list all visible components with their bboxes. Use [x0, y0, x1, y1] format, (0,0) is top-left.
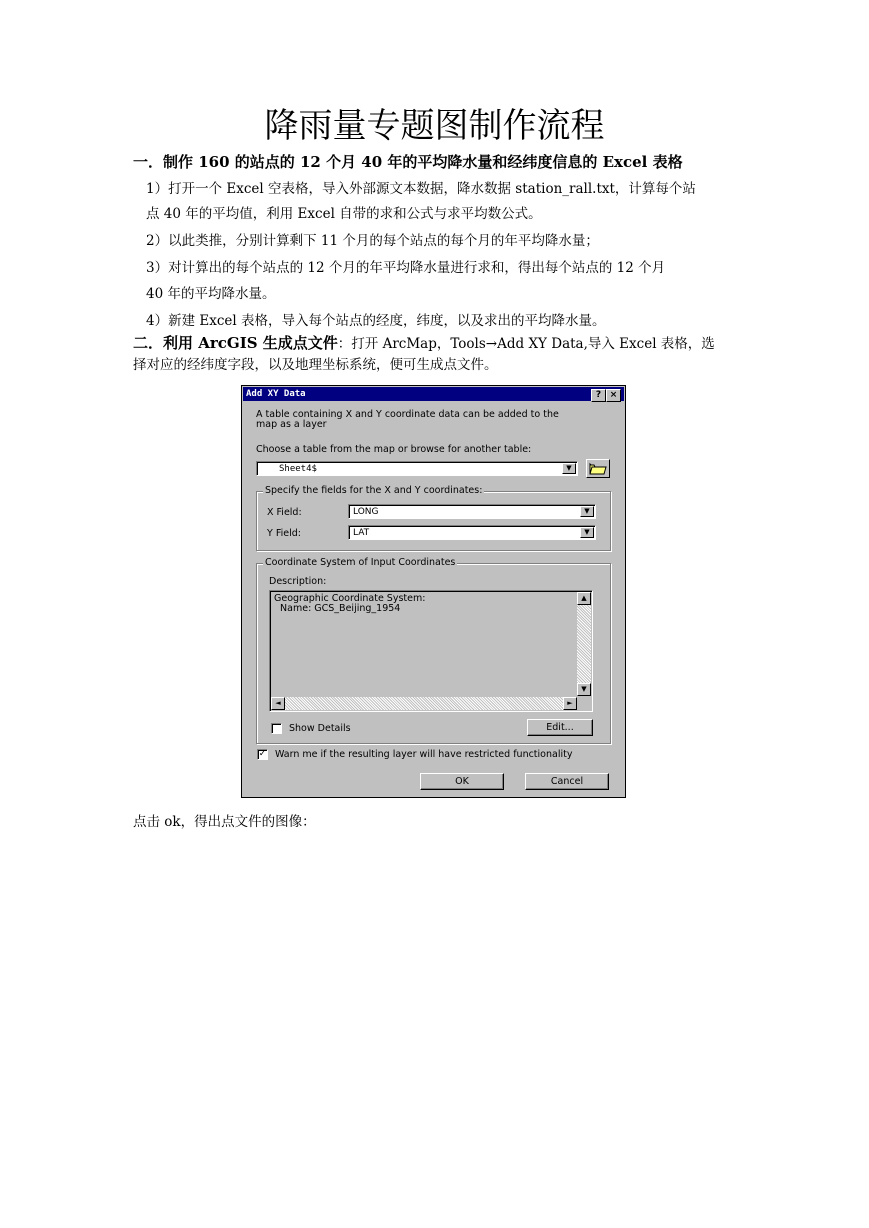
choose-table-label: Choose a table from the map or browse for another table: — [256, 444, 532, 455]
dialog-title: Add XY Data — [246, 389, 306, 399]
chevron-down-icon[interactable]: ▼ — [562, 463, 576, 474]
description-box[interactable] — [269, 590, 593, 712]
section2-paragraph — [133, 333, 715, 354]
show-details-label: Show Details — [289, 723, 351, 734]
paragraph-3-line-1: 3）对计算出的每个站点的 12 个月的年平均降水量进行求和，得出每个站点的 12 个月 — [146, 260, 666, 276]
section2-text-line-2: 择对应的经纬度字段，以及地理坐标系统，便可生成点文件。 — [133, 357, 498, 373]
cancel-button[interactable]: Cancel — [525, 773, 609, 790]
page-title: 降雨量专题图制作流程 — [264, 106, 605, 146]
warn-checkbox[interactable]: ✓ — [258, 749, 267, 759]
warn-label: Warn me if the resulting layer will have restricted functionality — [275, 749, 573, 760]
scroll-left-icon[interactable]: ◄ — [271, 697, 285, 710]
x-field-value: LONG — [353, 507, 379, 517]
open-folder-icon — [587, 460, 609, 477]
add-xy-data-dialog — [241, 385, 626, 798]
scroll-down-icon[interactable]: ▼ — [577, 683, 591, 696]
intro-line-2: map as a layer — [256, 419, 327, 430]
table-select[interactable] — [256, 461, 578, 476]
intro-line-1: A table containing X and Y coordinate data can be added to the — [256, 409, 559, 420]
fields-group-title: Specify the fields for the X and Y coordinates: — [265, 485, 483, 496]
horizontal-scrollbar[interactable] — [271, 697, 577, 710]
y-field-label: Y Field: — [267, 528, 301, 539]
section2-text-line-1: ：打开 ArcMap，Tools→Add XY Data,导入 Excel 表格，选 — [337, 336, 715, 352]
help-button[interactable]: ? — [591, 389, 606, 402]
edit-button[interactable]: Edit... — [527, 719, 593, 736]
paragraph-3-line-2: 40 年的平均降水量。 — [146, 286, 276, 302]
browse-button[interactable] — [586, 459, 610, 478]
close-button[interactable]: × — [606, 389, 621, 402]
paragraph-1-line-1: 1）打开一个 Excel 空表格，导入外部源文本数据，降水数据 station_rall.txt，计算每个站 — [146, 181, 696, 197]
paragraph-4: 4）新建 Excel 表格，导入每个站点的经度，纬度，以及求出的平均降水量。 — [146, 313, 606, 329]
section1-heading: 一．制作 160 的站点的 12 个月 40 年的平均降水量和经纬度信息的 Excel 表格 — [133, 153, 683, 171]
caption: 点击 ok，得出点文件的图像： — [133, 814, 316, 830]
scroll-up-icon[interactable]: ▲ — [577, 592, 591, 605]
vertical-scrollbar[interactable] — [577, 592, 591, 696]
x-field-label: X Field: — [267, 507, 302, 518]
coordinate-system-group-title: Coordinate System of Input Coordinates — [265, 557, 456, 568]
paragraph-1-line-2: 点 40 年的平均值，利用 Excel 自带的求和公式与求平均数公式。 — [146, 206, 542, 222]
paragraph-2: 2）以此类推，分别计算剩下 11 个月的每个站点的每个月的年平均降水量； — [146, 233, 599, 249]
description-label: Description: — [269, 576, 327, 587]
chevron-down-icon[interactable]: ▼ — [580, 527, 594, 538]
y-field-value: LAT — [353, 528, 370, 538]
description-text: Geographic Coordinate System: Name: GCS_Beijing_1954 — [274, 593, 426, 614]
coordinate-system-group — [256, 557, 611, 744]
section2-heading: 二．利用 ArcGIS 生成点文件 — [133, 334, 338, 352]
table-select-value: Sheet4$ — [279, 464, 317, 474]
scroll-right-icon[interactable]: ► — [563, 697, 577, 710]
ok-button[interactable]: OK — [420, 773, 504, 790]
dialog-titlebar — [243, 387, 624, 401]
chevron-down-icon[interactable]: ▼ — [580, 506, 594, 517]
y-field-select[interactable] — [348, 525, 596, 540]
x-field-select[interactable] — [348, 504, 596, 519]
fields-group — [256, 485, 611, 551]
show-details-checkbox[interactable] — [271, 723, 282, 734]
